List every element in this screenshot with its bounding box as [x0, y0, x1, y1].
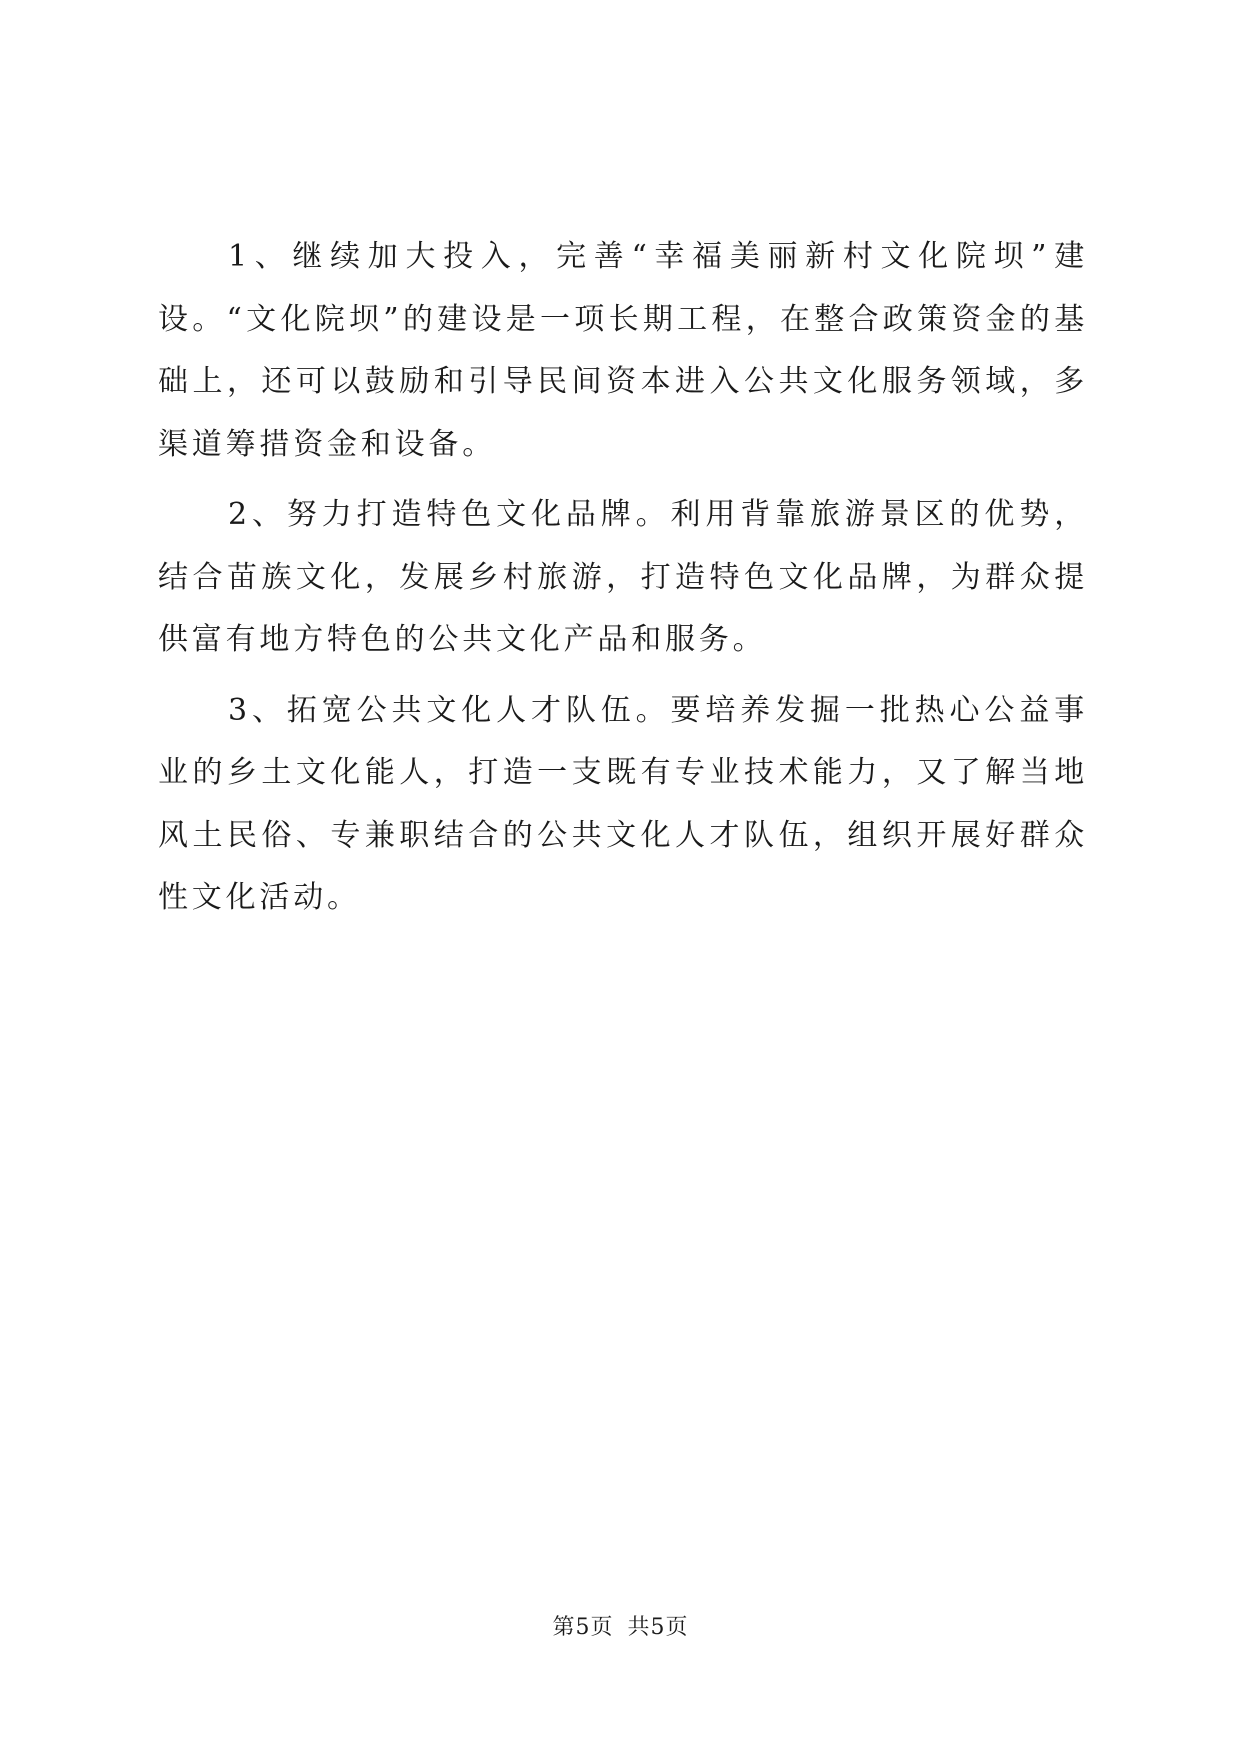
page-number: 第5页	[552, 1615, 614, 1640]
paragraph-2: 2、努力打造特色文化品牌。利用背靠旅游景区的优势，结合苗族文化，发展乡村旅游，打造特色文化品牌，为群众提供富有地方特色的公共文化产品和服务。	[158, 497, 1088, 657]
total-pages: 共5页	[627, 1615, 689, 1640]
paragraph-3: 3、拓宽公共文化人才队伍。要培养发掘一批热心公益事业的乡土文化能人，打造一支既有专业技术能力，又了解当地风土民俗、专兼职结合的公共文化人才队伍，组织开展好群众性文化活动。	[158, 692, 1088, 915]
page-footer	[0, 1610, 1241, 1641]
document-body	[158, 226, 1088, 938]
paragraph-1: 1、继续加大投入，完善“幸福美丽新村文化院坝”建设。“文化院坝”的建设是一项长期工程，在整合政策资金的基础上，还可以鼓励和引导民间资本进入公共文化服务领域，多渠道筹措资金和设备。	[158, 239, 1088, 462]
